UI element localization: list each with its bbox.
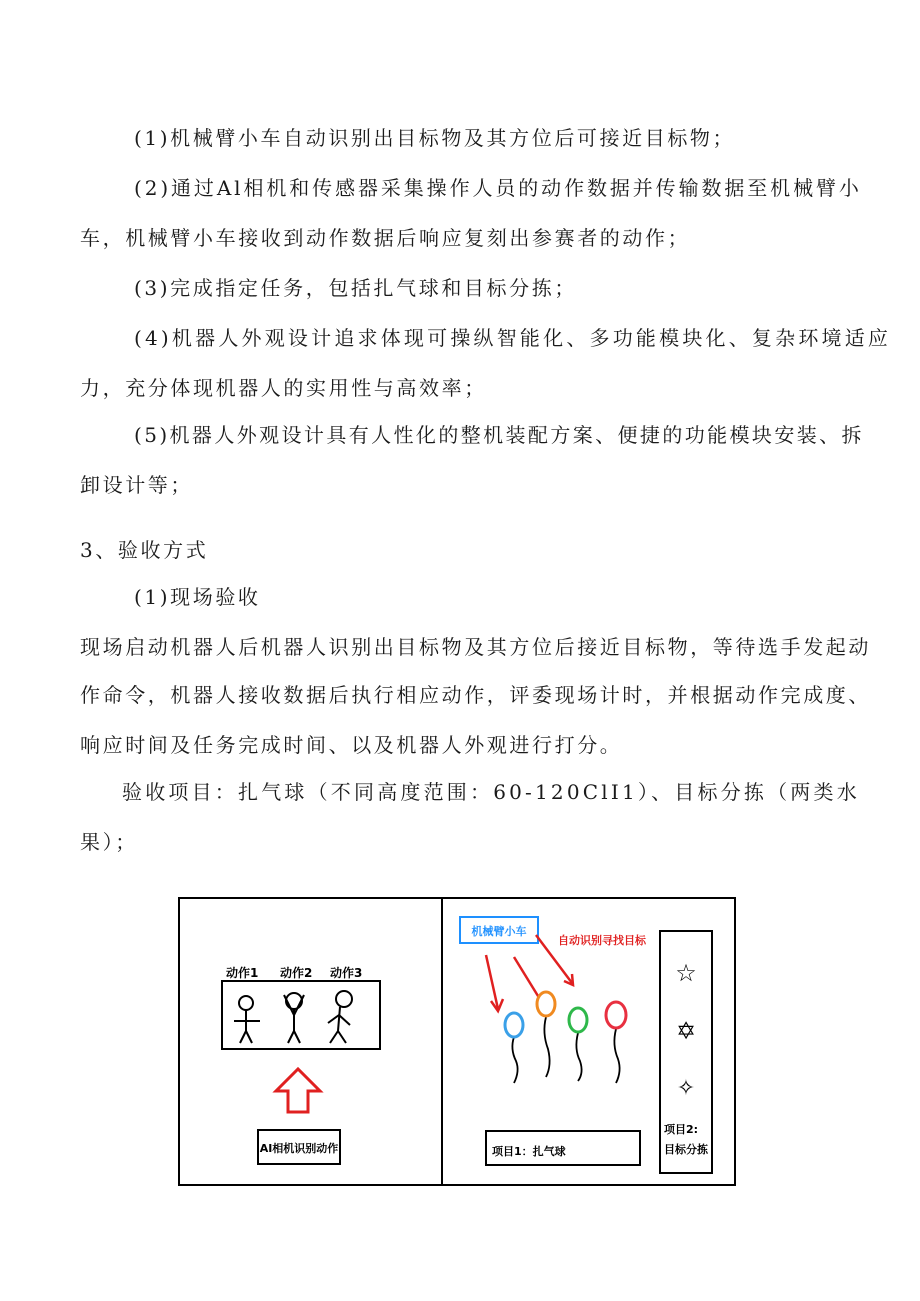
paragraph-5-line-2: 卸设计等； [80, 473, 193, 497]
action-1-label: 动作1 [226, 966, 259, 980]
paragraph-2-line-1: (2)通过Al相机和传感器采集操作人员的动作数据并传输数据至机械臂小 [134, 176, 862, 200]
balloon-green-icon [569, 1008, 587, 1032]
section-3-heading: 3、验收方式 [80, 538, 209, 562]
camera-label: AI相机识别动作 [259, 1142, 339, 1155]
robot-label: 机械臂小车 [471, 925, 527, 938]
star-3-icon: ✧ [676, 1076, 696, 1101]
stick-figure-3-icon [328, 991, 352, 1043]
up-arrow-icon [276, 1069, 320, 1112]
action-2-label: 动作2 [280, 966, 313, 980]
balloon-orange-icon [537, 992, 555, 1016]
paragraph-1: (1)机械臂小车自动识别出目标物及其方位后可接近目标物； [134, 126, 736, 150]
task-1-label: 项目1：扎气球 [492, 1145, 566, 1158]
balloon-string-1 [512, 1037, 517, 1083]
acceptance-items-line-1: 验收项目：扎气球（不同高度范围：60-120ClI1）、目标分拣（两类水 [122, 780, 860, 804]
stick-figure-1-icon [234, 996, 260, 1043]
section-3-subheading: (1)现场验收 [134, 585, 261, 609]
star-2-icon: ✡ [675, 1017, 697, 1045]
paragraph-2-line-2: 车，机械臂小车接收到动作数据后响应复刻出参赛者的动作； [80, 226, 691, 250]
competition-diagram [178, 897, 736, 1186]
section-3-body-line-3: 响应时间及任务完成时间、以及机器人外观进行打分。 [80, 733, 623, 757]
task-2-label-line-1: 项目2: [664, 1123, 699, 1136]
stick-figure-2-icon [284, 993, 304, 1043]
section-3-body-line-1: 现场启动机器人后机器人识别出目标物及其方位后接近目标物，等待选手发起动 [80, 635, 871, 659]
paragraph-5-line-1: (5)机器人外观设计具有人性化的整机装配方案、便捷的功能模块安装、拆 [134, 423, 864, 447]
acceptance-items-line-2: 果）； [80, 830, 138, 854]
auto-detect-label: 自动识别寻找目标 [558, 934, 646, 947]
paragraph-4-line-2: 力，充分体现机器人的实用性与高效率； [80, 376, 487, 400]
balloon-red-icon [606, 1002, 626, 1028]
balloon-string-4 [614, 1029, 619, 1083]
action-3-label: 动作3 [330, 966, 363, 980]
star-1-icon: ☆ [675, 959, 697, 987]
balloon-string-3 [576, 1033, 581, 1081]
balloon-blue-icon [505, 1013, 523, 1037]
paragraph-4-line-1: (4)机器人外观设计追求体现可操纵智能化、多功能模块化、复杂环境适应 [134, 326, 892, 350]
task-2-label-line-2: 目标分拣 [664, 1143, 708, 1156]
balloon-string-2 [544, 1017, 549, 1077]
paragraph-3: (3)完成指定任务，包括扎气球和目标分拣； [134, 276, 577, 300]
section-3-body-line-2: 作命令，机器人接收数据后执行相应动作，评委现场计时，并根据动作完成度、 [80, 683, 871, 707]
